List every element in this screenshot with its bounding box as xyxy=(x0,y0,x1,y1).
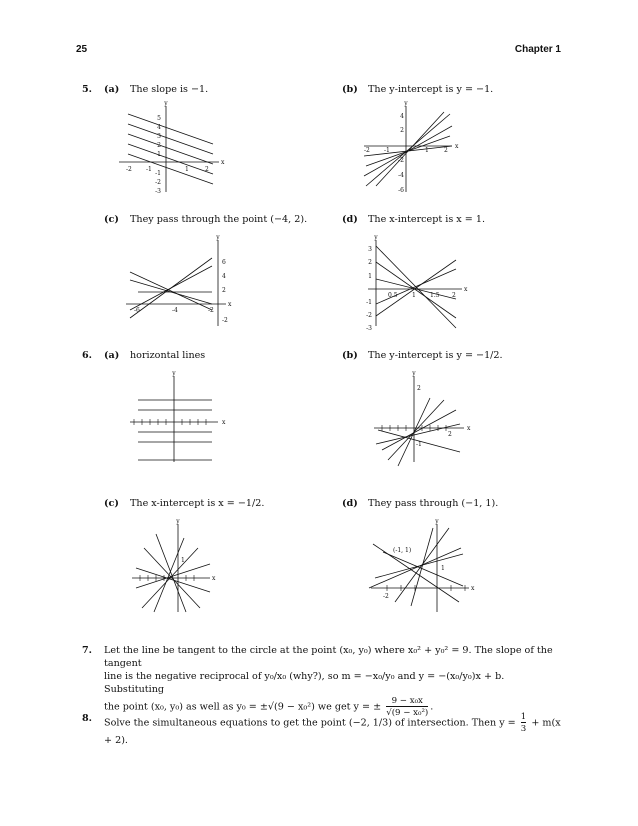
tick-label: -6 xyxy=(398,187,404,194)
tick-label: 3 xyxy=(157,133,161,140)
axis-label-y: y xyxy=(172,370,176,377)
axis-label-x: x xyxy=(467,425,471,432)
chapter-title: Chapter 1 xyxy=(514,44,561,55)
tick-label: -4 xyxy=(398,172,404,179)
problem-6b xyxy=(342,350,503,362)
part-label: (c) xyxy=(104,498,119,509)
tick-label: 2 xyxy=(222,287,226,294)
graph-6c xyxy=(128,518,224,614)
problem-number: 8. xyxy=(82,713,93,724)
axis-label-y: y xyxy=(374,234,378,241)
part-text: horizontal lines xyxy=(130,350,206,361)
tick-label: -2 xyxy=(208,307,214,314)
problem-5d xyxy=(342,214,485,226)
graph-5b xyxy=(360,100,465,196)
part-text: The y-intercept is y = −1/2. xyxy=(368,350,503,361)
problem-number: 5. xyxy=(82,84,93,95)
tick-label: -2 xyxy=(366,312,372,319)
axis-label-x: x xyxy=(471,585,475,592)
part-label: (b) xyxy=(342,84,358,95)
tick-label: -1 xyxy=(146,166,152,173)
text-segment: . xyxy=(430,701,434,713)
tick-label: -6 xyxy=(134,307,140,314)
axis-label-y: y xyxy=(216,234,220,241)
tick-label: 6 xyxy=(222,259,226,266)
page-number: 25 xyxy=(76,44,88,55)
axis-label-y: y xyxy=(404,100,408,107)
tick-label: 2 xyxy=(157,142,161,149)
tick-label: 2 xyxy=(444,147,448,154)
part-text: The x-intercept is x = 1. xyxy=(368,214,485,225)
problem-number: 6. xyxy=(82,350,93,361)
part-label: (d) xyxy=(342,214,358,225)
axis-label-x: x xyxy=(228,301,232,308)
numerator: 1 xyxy=(520,712,527,722)
tick-label: 1.5 xyxy=(430,292,440,299)
tick-label: 4 xyxy=(157,124,161,131)
tick-label: -2 xyxy=(364,147,370,154)
tick-label: 1 xyxy=(412,292,416,299)
tick-label: -1 xyxy=(384,147,390,154)
part-label: (d) xyxy=(342,498,358,509)
axis-label-y: y xyxy=(176,518,180,525)
part-text: The x-intercept is x = −1/2. xyxy=(130,498,265,509)
part-text: The slope is −1. xyxy=(130,84,209,95)
graph-6a xyxy=(126,370,230,466)
tick-label: 1 xyxy=(185,166,189,173)
part-label: (a) xyxy=(104,350,120,361)
axis-label-x: x xyxy=(455,143,459,150)
tick-label: -3 xyxy=(155,188,161,195)
tick-label: 2 xyxy=(205,166,209,173)
part-text: They pass through (−1, 1). xyxy=(368,498,499,509)
tick-label: -2 xyxy=(398,157,404,164)
text-segment: + m(x + 2). xyxy=(104,717,561,746)
tick-label: -1 xyxy=(155,170,161,177)
axis-label-x: x xyxy=(212,575,216,582)
graph-6b xyxy=(368,370,472,466)
graph-5a xyxy=(115,100,230,196)
tick-label: 4 xyxy=(222,273,226,280)
graph-6d xyxy=(365,518,477,614)
axis-label-y: y xyxy=(435,518,439,525)
tick-label: 2 xyxy=(400,127,404,134)
tick-label: 1 xyxy=(441,565,445,572)
problem-6c xyxy=(104,498,264,510)
point-label: (-1, 1) xyxy=(393,547,412,554)
tick-label: -3 xyxy=(366,325,372,332)
part-text: They pass through the point (−4, 2). xyxy=(130,214,308,225)
tick-label: 5 xyxy=(157,115,161,122)
part-label: (c) xyxy=(104,214,119,225)
tick-label: -2 xyxy=(126,166,132,173)
tick-label: 2 xyxy=(417,385,421,392)
axis-label-x: x xyxy=(222,419,226,426)
tick-label: 1 xyxy=(425,147,429,154)
tick-label: 1 xyxy=(368,273,372,280)
tick-label: -4 xyxy=(172,307,178,314)
graph-5d xyxy=(360,234,472,330)
tick-label: -2 xyxy=(383,593,389,600)
axis-label-y: y xyxy=(412,370,416,377)
part-label: (b) xyxy=(342,350,358,361)
text-segment: Solve the simultaneous equations to get the point (−2, 1/3) of intersection. Then y = xyxy=(104,717,516,729)
tick-label: -1 xyxy=(416,441,422,448)
tick-label: -2 xyxy=(155,179,161,186)
axis-label-x: x xyxy=(221,159,225,166)
text-segment: the point (x₀, y₀) as well as y₀ = ±√(9 − x₀²) we get y = ± xyxy=(104,701,382,713)
problem-8 xyxy=(82,712,562,747)
tick-label: 2 xyxy=(448,431,452,438)
part-label: (a) xyxy=(104,84,120,95)
problem-6d xyxy=(342,498,498,510)
axis-label-y: y xyxy=(164,100,168,107)
tick-label: 2 xyxy=(452,292,456,299)
text-line: line is the negative reciprocal of y₀/x₀ (why?), so m = −x₀/y₀ and y = −(x₀/y₀)x + b. Substituting xyxy=(104,671,505,695)
problem-number: 7. xyxy=(82,645,93,656)
problem-5c xyxy=(104,214,307,226)
tick-label: 2 xyxy=(368,259,372,266)
denominator: √(9 − x₀²) xyxy=(386,708,429,718)
part-text: The y-intercept is y = −1. xyxy=(368,84,494,95)
tick-label: 4 xyxy=(400,113,404,120)
tick-label: -2 xyxy=(222,317,228,324)
problem-7 xyxy=(82,644,562,718)
tick-label: -1 xyxy=(366,299,372,306)
problem-5b xyxy=(342,84,493,96)
problem-6a xyxy=(82,350,205,362)
tick-label: 3 xyxy=(368,246,372,253)
axis-label-x: x xyxy=(464,286,468,293)
graph-5c xyxy=(122,234,234,330)
tick-label: 1 xyxy=(181,557,185,564)
tick-label: 1 xyxy=(157,151,161,158)
fraction xyxy=(521,712,526,734)
denominator: 3 xyxy=(520,724,527,734)
text-line: Let the line be tangent to the circle at the point (x₀, y₀) where x₀² + y₀² = 9. The slope of the tangent xyxy=(104,645,553,669)
tick-label: 0.5 xyxy=(388,292,398,299)
numerator: 9 − x₀x xyxy=(391,696,423,706)
problem-5a xyxy=(82,84,208,96)
